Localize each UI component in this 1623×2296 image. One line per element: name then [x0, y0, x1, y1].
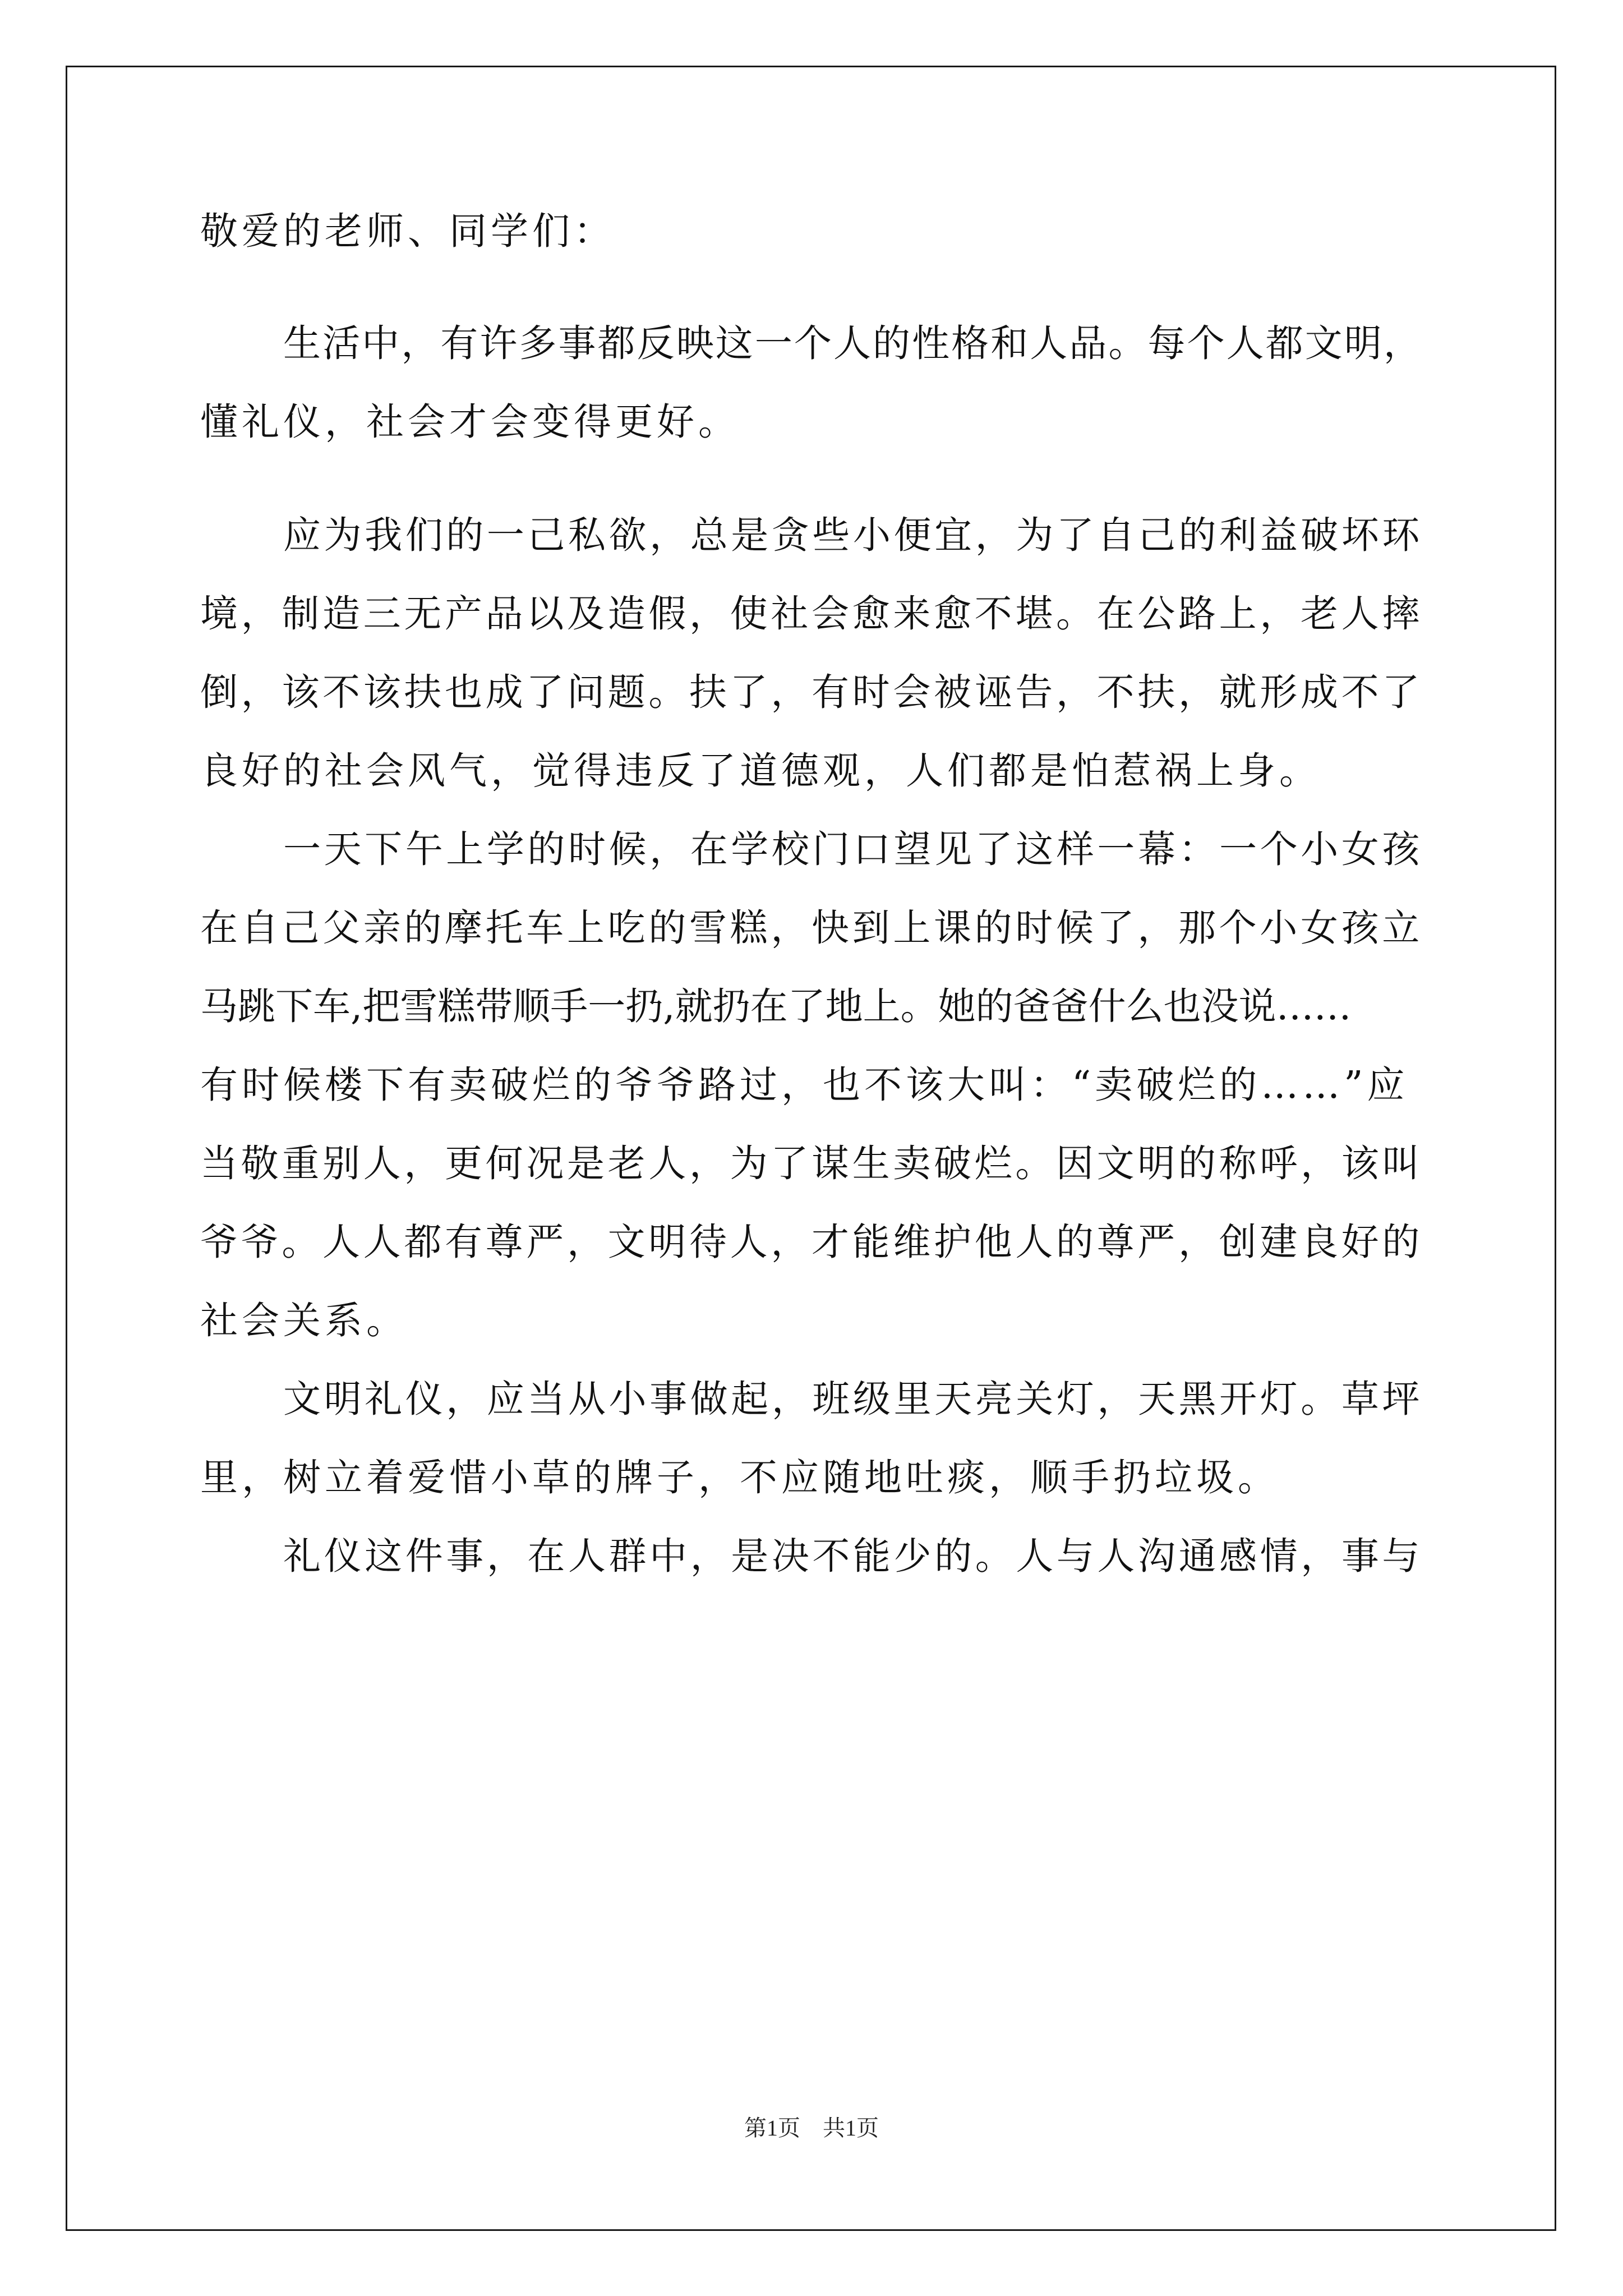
paragraph-line: 当敬重别人，更何况是老人，为了谋生卖破烂。因文明的称呼，该叫 — [200, 1142, 1423, 1185]
paragraph-line: 礼仪这件事，在人群中，是决不能少的。人与人沟通感情，事与 — [283, 1534, 1423, 1578]
paragraph-line: 应为我们的一己私欲，总是贪些小便宜，为了自己的利益破坏环 — [283, 513, 1423, 557]
page-number-footer: 第1页 共1页 — [744, 2115, 879, 2141]
paragraph-line: 里，树立着爱惜小草的牌子，不应随地吐痰，顺手扔垃圾。 — [200, 1456, 1279, 1499]
paragraph-line: 社会关系。 — [200, 1299, 408, 1342]
paragraph-line: 文明礼仪，应当从小事做起，班级里天亮关灯，天黑开灯。草坪 — [283, 1377, 1423, 1421]
paragraph-line: 境，制造三无产品以及造假，使社会愈来愈不堪。在公路上，老人摔 — [200, 592, 1423, 636]
paragraph-line: 马跳下车,把雪糕带顺手一扔,就扔在了地上。她的爸爸什么也没说…… — [200, 984, 1352, 1028]
paragraph-line: 懂礼仪，社会才会变得更好。 — [200, 400, 740, 444]
salutation: 敬爱的老师、同学们： — [200, 209, 615, 253]
paragraph-line: 生活中，有许多事都反映这一个人的性格和人品。每个人都文明， — [283, 321, 1423, 365]
paragraph-line: 倒，该不该扶也成了问题。扶了，有时会被诬告，不扶，就形成不了 — [200, 670, 1423, 714]
paragraph-line: 有时候楼下有卖破烂的爷爷路过，也不该大叫：“卖破烂的……”应 — [200, 1063, 1409, 1107]
paragraph-line: 在自己父亲的摩托车上吃的雪糕，快到上课的时候了，那个小女孩立 — [200, 906, 1423, 950]
paragraph-line: 一天下午上学的时候，在学校门口望见了这样一幕：一个小女孩 — [283, 827, 1423, 871]
paragraph-line: 爷爷。人人都有尊严，文明待人，才能维护他人的尊严，创建良好的 — [200, 1220, 1423, 1264]
paragraph-line: 良好的社会风气，觉得违反了道德观，人们都是怕惹祸上身。 — [200, 749, 1321, 793]
